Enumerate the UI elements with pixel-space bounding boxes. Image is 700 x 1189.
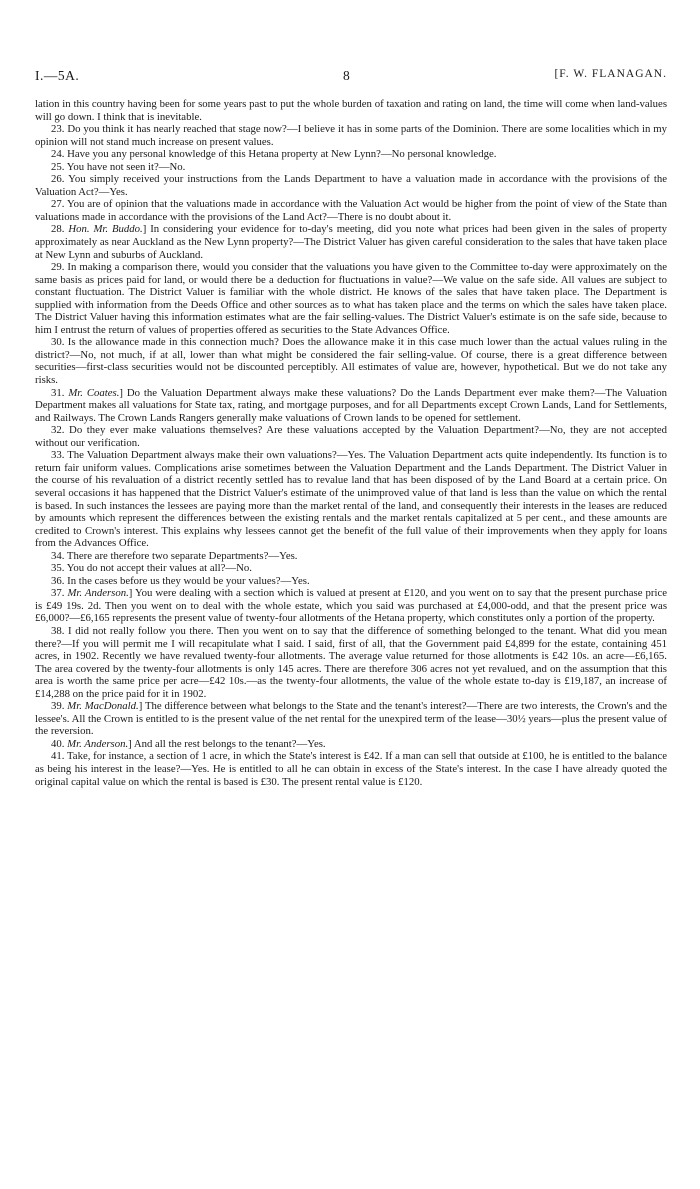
paragraph: 33. The Valuation Department always make their own valuations?—Yes. The Valuation Department acts quite independently. Its function is to return fair uniform values. Complications arise sometimes between the Valuation Department and the Lands Department. The District Valuer in the course of his revaluation of a district recently settled has to revalue land that has been disposed of by the Land Board at a certain price. On several occasions it has happened that the District Valuer's estimate of the unimproved value of that land is less than the value on which the rental is based. In such instances the lessees are paying more than the market rental of the land, and consequently their interests in the leases are reduced by amounts which represent the differences between the existing rentals and the market rentals capitalized at 5 per cent., and these amounts are credited to Crown's interest. This explains why lessees cannot get the benefit of the full value of their improvements when they apply for loans from the Advances Office. [35, 449, 667, 550]
page-number: 8 [343, 68, 350, 83]
speaker-name: Mr. Anderson. [67, 587, 129, 600]
speaker-name: Mr. MacDonald. [67, 700, 139, 713]
paragraph: 26. You simply received your instructions from the Lands Department to have a valuation made in accordance with the provisions of the Valuation Act?—Yes. [35, 173, 667, 198]
paragraph: 41. Take, for instance, a section of 1 acre, in which the State's interest is £42. If a man can sell that outside at £100, he is entitled to the balance as being his interest in the lease?—Yes. He is entitled to all he can obtain in excess of the State's interest. In the case I have already quoted the original capital value on which the rental is based is £30. The present rental value is £120. [35, 750, 667, 788]
paragraph: 40. Mr. Anderson.] And all the rest belongs to the tenant?—Yes. [51, 737, 326, 750]
paragraph: 36. In the cases before us they would be your values?—Yes. [51, 574, 310, 587]
paragraph: 34. There are therefore two separate Departments?—Yes. [51, 549, 298, 562]
paragraph: 38. I did not really follow you there. Then you went on to say that the difference of something belonged to the tenant. What did you mean there?—If you will permit me I will recapitulate what I said. I said, first of all, that the Government paid £4,899 for the estate, containing 451 acres, in 1902. Recently we have revalued twenty-four allotments. The average value returned for those allotments is £42 10s. an acre—£6,165. The area covered by the twenty-four allotments is only 145 acres. There are therefore 306 acres not yet revalued, and on the assumption that this area is worth the same price per acre—£42 10s.—as the twenty-four allotments, the value of the whole estate to-day is £19,187, an increase of £14,288 on the price paid for it in 1902. [35, 624, 667, 700]
paragraph: 37. Mr. Anderson.] You were dealing with a section which is valued at present at £120, and you went on to say that the present purchase price is £49 19s. 2d. Then you went on to deal with the whole estate, which you said was purchased at £4,000-odd, and that the present price was £6,000?—£6,165 represents the present value of twenty-four allotments of the Hetana property, which constitutes only a portion of the property. [35, 587, 667, 625]
witness-name: [F. W. FLANAGAN. [554, 68, 667, 80]
paragraph: 25. You have not seen it?—No. [51, 160, 186, 173]
paragraph: 29. In making a comparison there, would you consider that the valuations you have given to the Committee to-day were approximately on the same basis as prices paid for land, or would there be a deduction for fluctuations in value?—We value on the safe side. All values are subject to constant fluctuation. The District Valuer is familiar with the whole district. He knows of the sales that have taken place. The Department is supplied with information from the Deeds Office and other sources as to what has taken place and the terms on which the sales have taken place. The District Valuer having this information estimates what are the fair selling-values. The District Valuer's estimate is on the safe side, because to him I entrust the return of values of properties offered as securities to the State Advances Office. [35, 261, 667, 336]
speaker-name: Mr. Anderson. [67, 737, 129, 750]
paragraph: 30. Is the allowance made in this connection much? Does the allowance make it in this case much lower than the actual values ruling in the district?—No, not much, if at all, lower than what might be considered the fair selling-value. Of course, there is a great difference between securities—first-class securities would not be discounted perceptibly. All estimates of value are, however, hypothetical. But we do not take any risks. [35, 336, 667, 387]
paragraph: 27. You are of opinion that the valuations made in accordance with the Valuation Act would be higher from the point of view of the State than valuations made in accordance with the provisions of the Land Act?—There is no doubt about it. [35, 198, 667, 223]
paragraph: 28. Hon. Mr. Buddo.] In considering your evidence for to-day's meeting, did you note what prices had been given in the sales of property approximately as near Auckland as the New Lynn property?—The District Valuer has given careful consideration to the sales that have taken place at New Lynn and suburbs of Auckland. [35, 223, 668, 261]
paragraph: 32. Do they ever make valuations themselves? Are these valuations accepted by the Valuation Department?—No, they are not accepted without our verification. [35, 424, 667, 449]
paragraph: 23. Do you think it has nearly reached that stage now?—I believe it has in some parts of the Dominion. There are some localities which in my opinion will not stand much increase on present values. [35, 123, 667, 148]
speaker-name: Hon. Mr. Buddo. [68, 223, 143, 236]
speaker-name: Mr. Coates. [68, 386, 120, 399]
paragraph: 35. You do not accept their values at all?—No. [51, 562, 252, 575]
document-page [35, 68, 667, 788]
paragraph: 24. Have you any personal knowledge of this Hetana property at New Lynn?—No personal knowledge. [51, 148, 497, 161]
document-body [35, 98, 667, 788]
page-header [35, 68, 667, 90]
paragraph: lation in this country having been for some years past to put the whole burden of taxation and rating on land, the time will come when land-values will go down. I think that is inevitable. [35, 98, 667, 123]
paper-reference: I.—5A. [35, 68, 80, 83]
paragraph: 31. Mr. Coates.] Do the Valuation Department always make these valuations? Do the Lands Department ever make them?—The Valuation Department makes all valuations for State tax, rating, and mortgage purposes, and for all Departments except Crown Lands, Land for Settlements, and Railways. The Crown Lands Rangers generally make valuations of Crown lands to be opened for settlement. [35, 386, 668, 424]
paragraph: 39. Mr. MacDonald.] The difference between what belongs to the State and the tenant's interest?—There are two interests, the Crown's and the lessee's. All the Crown is entitled to is the present value of the net rental for the unexpired term of the lease—30½ years—plus the present value of the reversion. [35, 700, 667, 738]
